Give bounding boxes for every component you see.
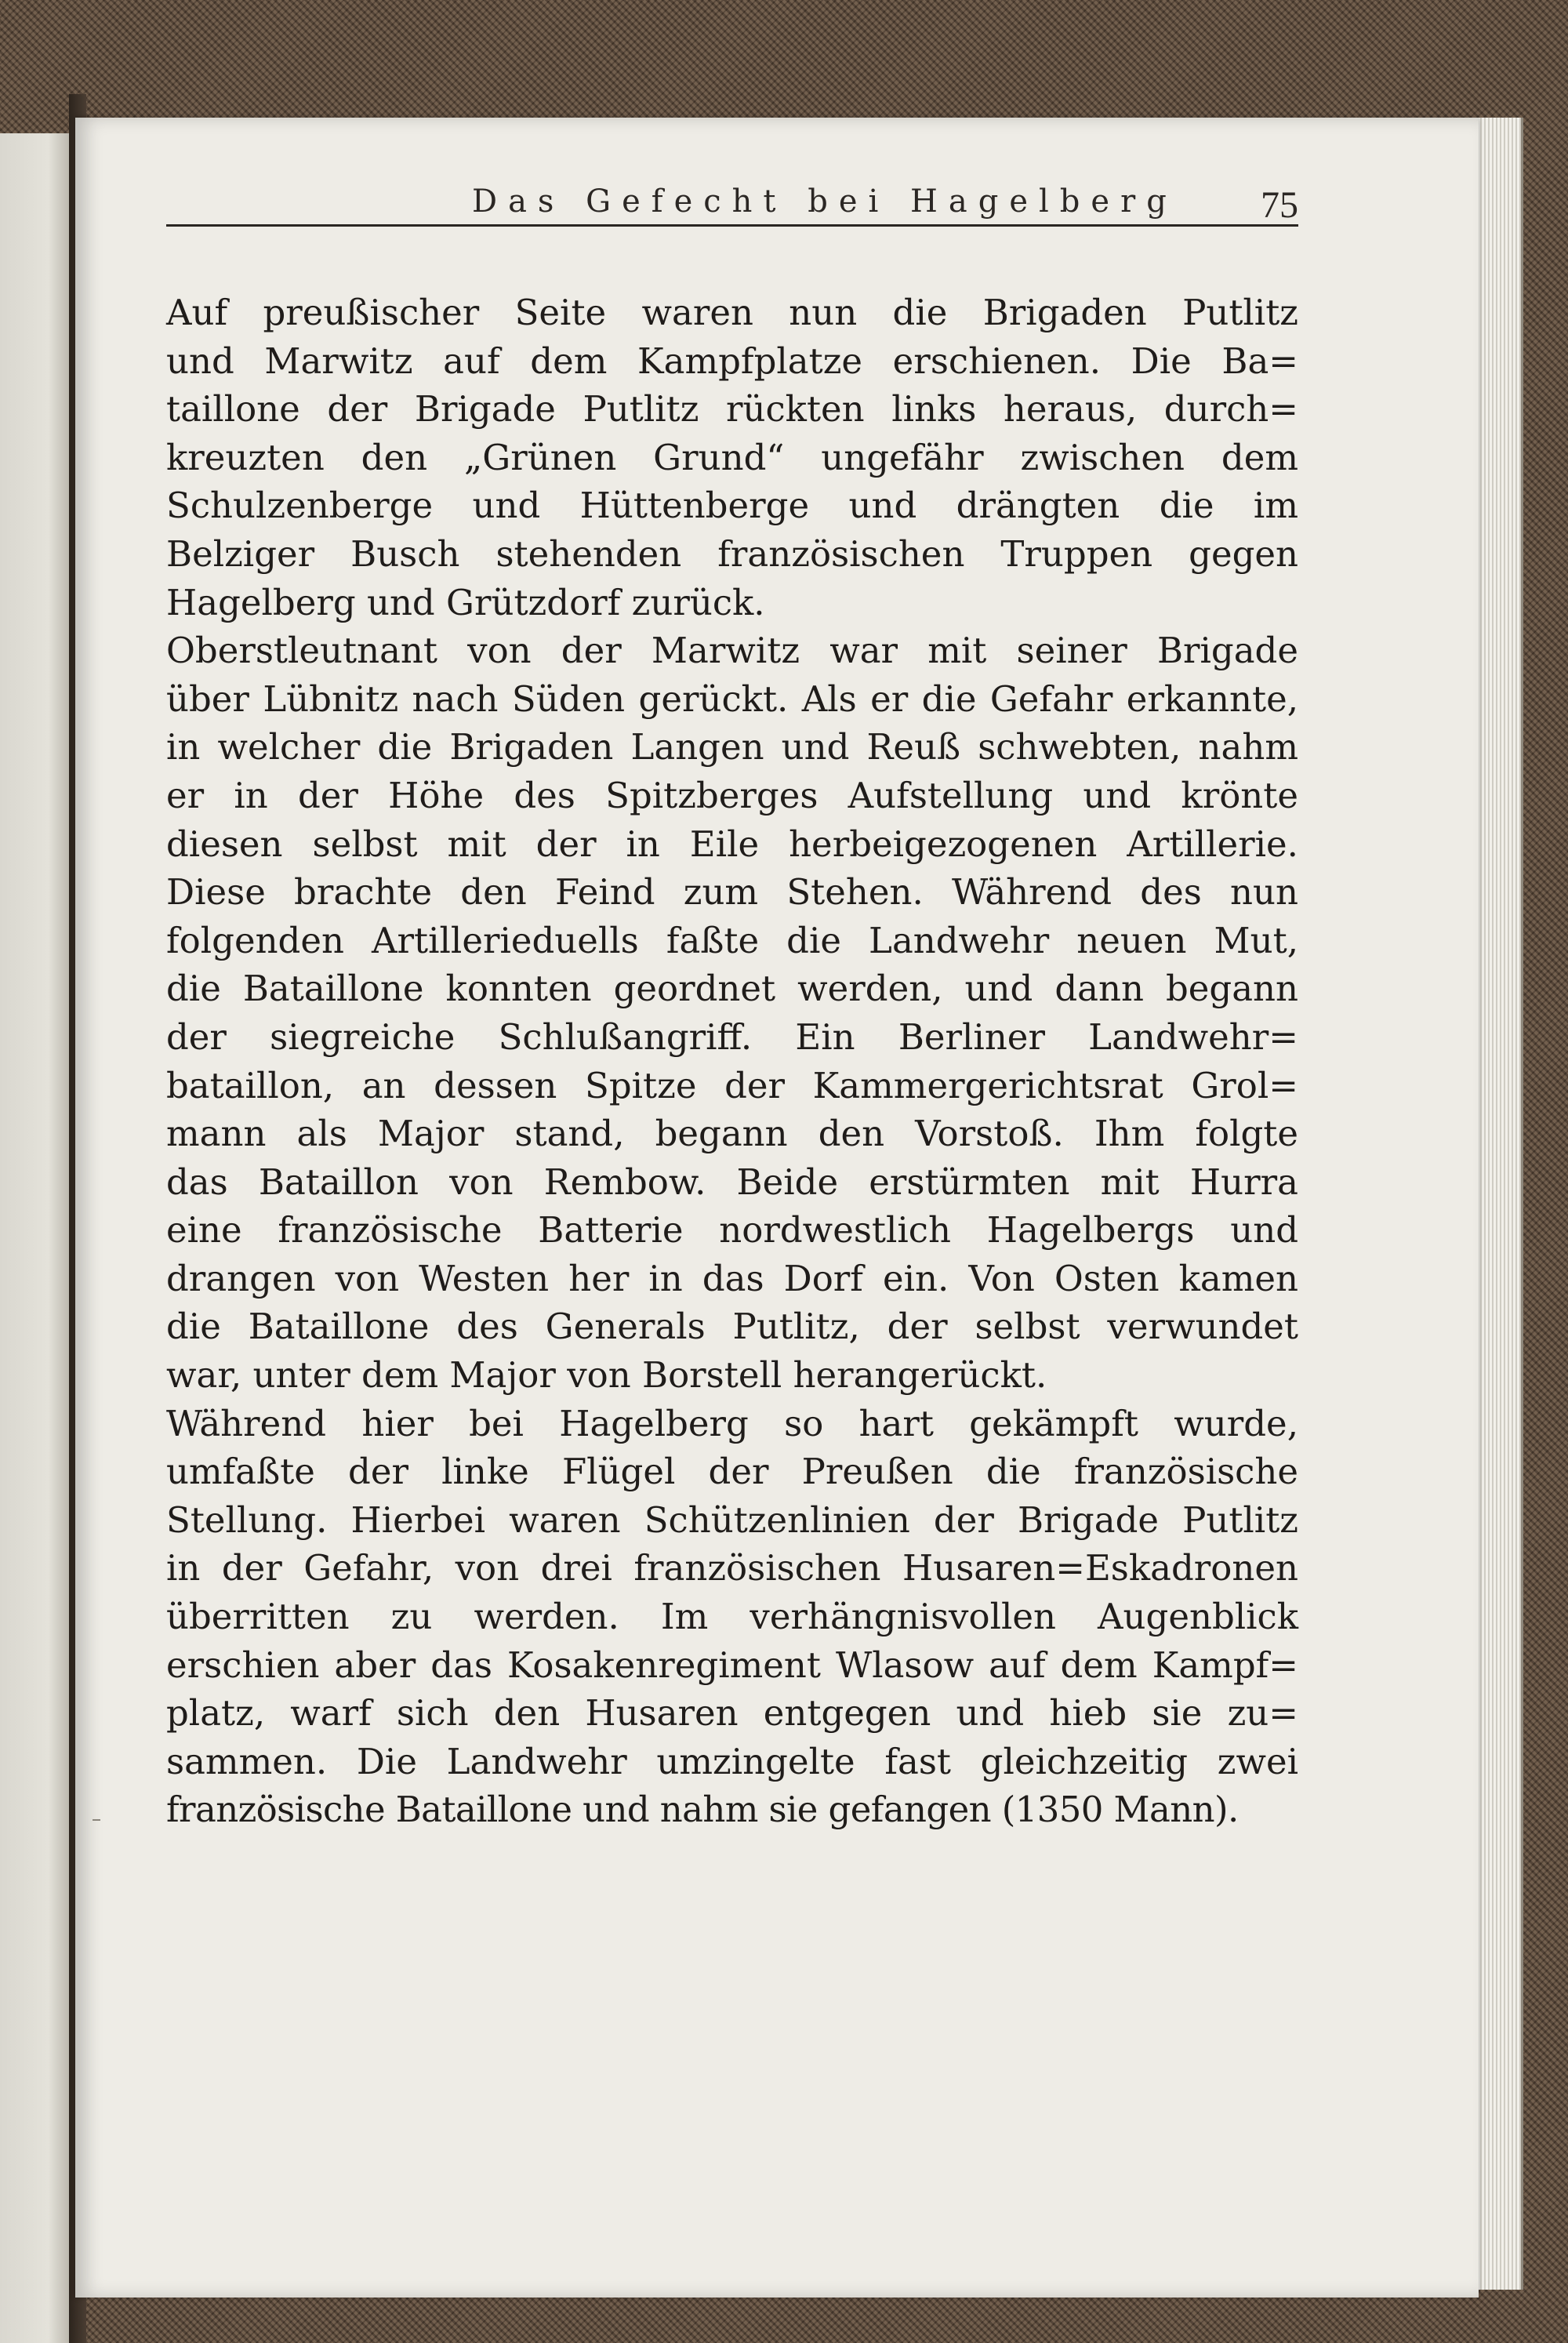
text-line: drangen von Westen her in das Dorf ein. Von Osten kamen <box>166 1257 1298 1299</box>
left-page-edge <box>0 133 69 2343</box>
page-number: 75 <box>1261 184 1298 226</box>
text-line: Während hier bei Hagelberg so hart gekämpft wurde, <box>166 1402 1298 1444</box>
text-line: französische Bataillone und nahm sie gefangen (1350 Mann). <box>166 1789 1239 1831</box>
text-line: umfaßte der linke Flügel der Preußen die französische <box>166 1451 1298 1493</box>
text-line: taillone der Brigade Putlitz rückten links heraus, durch= <box>166 388 1298 430</box>
text-line: die Bataillone konnten geordnet werden, und dann begann <box>166 968 1298 1010</box>
body-text <box>166 289 1298 1834</box>
text-line: das Bataillon von Rembow. Beide erstürmten mit Hurra <box>166 1161 1298 1203</box>
text-line: Auf preußischer Seite waren nun die Brigaden Putlitz <box>166 292 1298 333</box>
text-line: und Marwitz auf dem Kampfplatze erschienen. Die Ba= <box>166 340 1298 382</box>
text-line: kreuzten den „Grünen Grund“ ungefähr zwischen dem <box>166 436 1298 478</box>
text-line: Hagelberg und Grützdorf zurück. <box>166 581 765 623</box>
text-line: die Bataillone des Generals Putlitz, der selbst verwundet <box>166 1306 1298 1348</box>
text-line: diesen selbst mit der in Eile herbeigezogenen Artillerie. <box>166 823 1298 865</box>
running-head-title: Das Gefecht bei Hagelberg <box>472 183 1178 220</box>
text-line: in welcher die Brigaden Langen und Reuß schwebten, nahm <box>166 726 1298 768</box>
text-line: Schulzenberge und Hüttenberge und drängten die im <box>166 485 1298 527</box>
text-line: der siegreiche Schlußangriff. Ein Berliner Landwehr= <box>166 1015 1298 1058</box>
text-line: in der Gefahr, von drei französischen Husaren=Eskadronen <box>166 1547 1298 1589</box>
text-line: mann als Major stand, begann den Vorstoß. Ihm folgte <box>166 1113 1298 1155</box>
running-head <box>166 182 1298 227</box>
text-line: folgenden Artillerieduells faßte die Landwehr neuen Mut, <box>166 919 1298 961</box>
text-line: sammen. Die Landwehr umzingelte fast gleichzeitig zwei <box>166 1740 1298 1782</box>
text-line: bataillon, an dessen Spitze der Kammergerichtsrat Grol= <box>166 1064 1298 1106</box>
text-line: Stellung. Hierbei waren Schützenlinien der Brigade Putlitz <box>166 1498 1298 1541</box>
text-line: platz, warf sich den Husaren entgegen und hieb sie zu= <box>166 1692 1298 1735</box>
text-line: eine französische Batterie nordwestlich Hagelbergs und <box>166 1209 1298 1251</box>
margin-mark <box>93 1819 100 1821</box>
text-line: über Lübnitz nach Süden gerückt. Als er die Gefahr erkannte, <box>166 677 1298 720</box>
text-line: er in der Höhe des Spitzberges Aufstellung und krönte <box>166 774 1298 816</box>
text-line: Belziger Busch stehenden französischen Truppen gegen <box>166 532 1298 575</box>
text-line: überritten zu werden. Im verhängnisvollen Augenblick <box>166 1596 1298 1638</box>
text-line: war, unter dem Major von Borstell herangerückt. <box>166 1354 1047 1397</box>
text-line: Oberstleutnant von der Marwitz war mit seiner Brigade <box>166 630 1298 672</box>
text-line: erschien aber das Kosakenregiment Wlasow auf dem Kampf= <box>166 1644 1298 1686</box>
text-line: Diese brachte den Feind zum Stehen. Während des nun <box>166 871 1298 914</box>
